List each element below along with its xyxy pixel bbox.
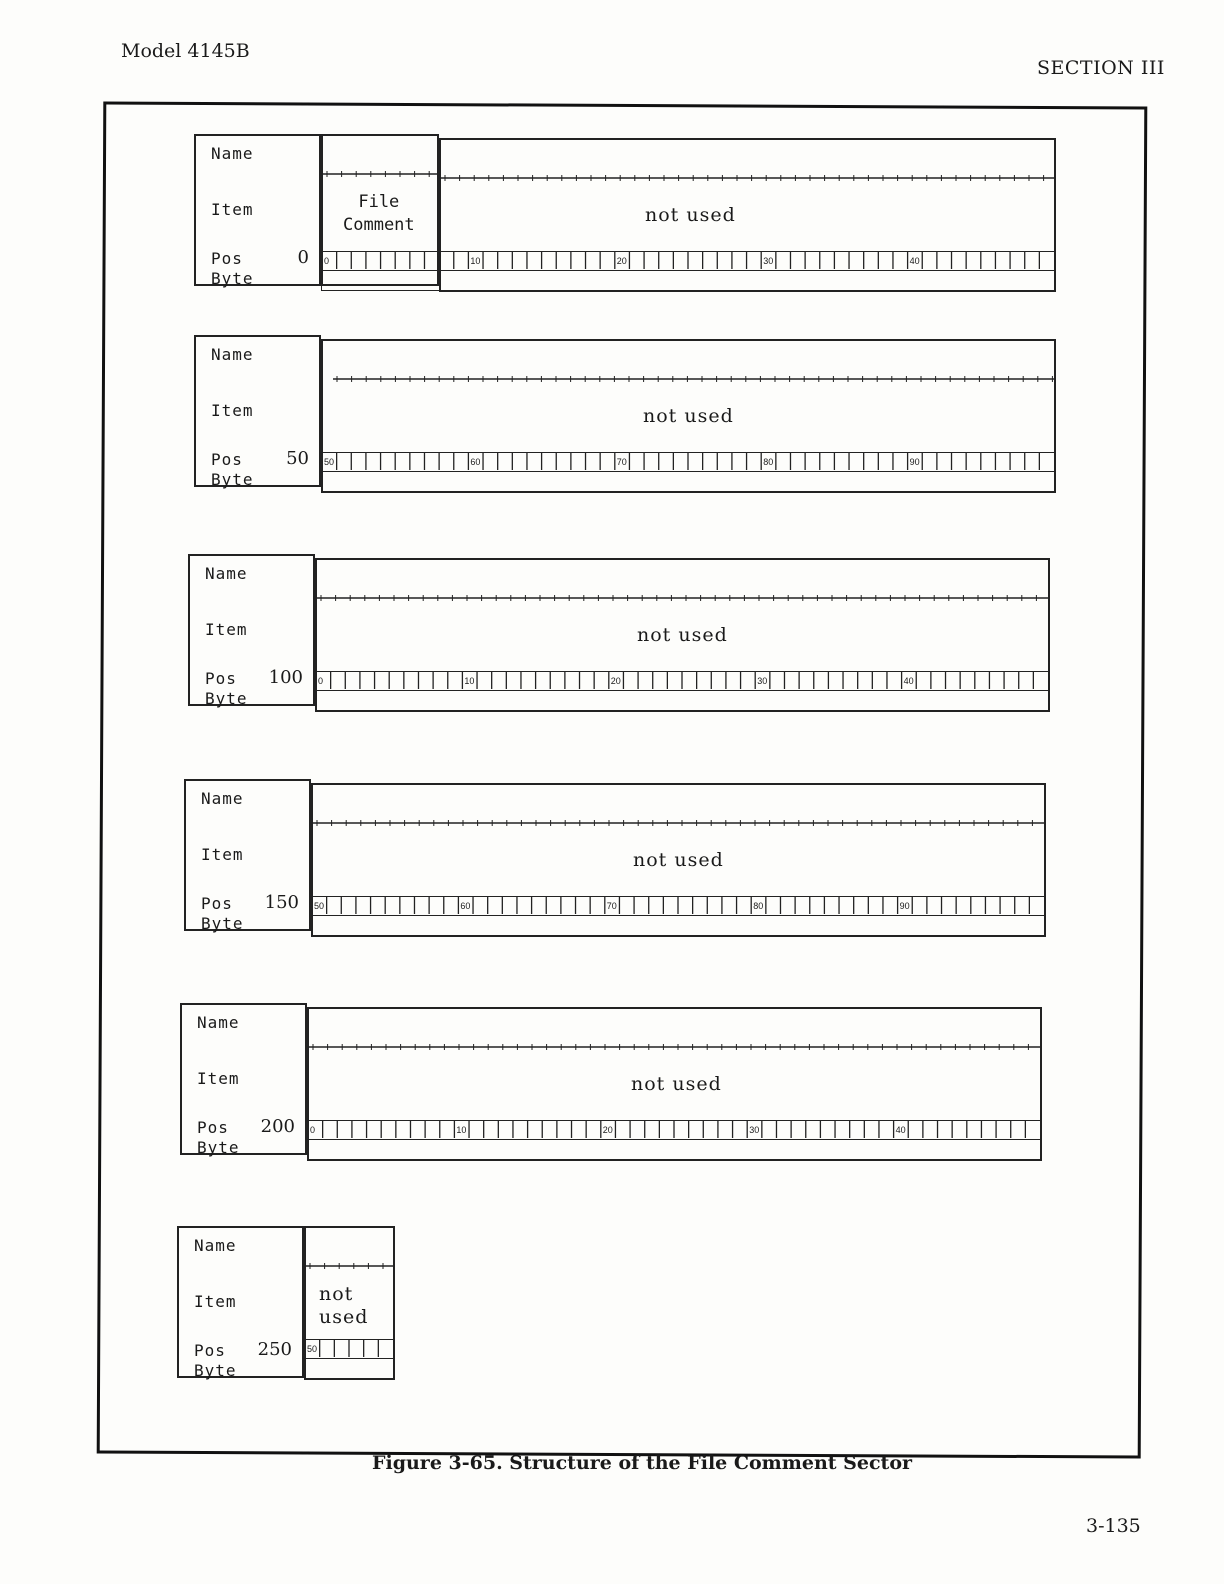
byte-index-label: 70: [616, 457, 627, 467]
byte-strip-footer: [304, 1359, 395, 1379]
byte-index-label: 90: [899, 901, 910, 911]
byte-index-label: 40: [903, 676, 914, 686]
byte-index-label: 0: [310, 1125, 316, 1135]
byte-strip-footer: [315, 691, 1050, 711]
item-label: Item: [211, 200, 254, 219]
byte-strip: [321, 251, 1056, 271]
file-comment-label: File Comment: [343, 192, 415, 235]
tick-ruler: [441, 173, 1054, 183]
byte-index-label: 20: [602, 1125, 613, 1135]
label-column: [194, 134, 321, 286]
byte-index-label: 90: [909, 457, 920, 467]
byte-label: Byte: [201, 914, 244, 933]
byte-index-label: 30: [757, 676, 768, 686]
byte-strip: [321, 452, 1056, 472]
item-label: Item: [201, 845, 244, 864]
byte-index-label: 30: [749, 1125, 760, 1135]
byte-index-label: 80: [763, 457, 774, 467]
pos-label: Pos: [211, 450, 243, 469]
name-label: Name: [194, 1236, 237, 1255]
byte-position: 250: [257, 1339, 292, 1360]
byte-index-label: 40: [895, 1125, 906, 1135]
pos-label: Pos: [201, 894, 233, 913]
byte-index-label: 50: [314, 901, 325, 911]
byte-strip-footer: [311, 916, 1046, 936]
byte-index-label: 0: [324, 256, 330, 266]
byte-index-label: 40: [909, 256, 920, 266]
byte-index-label: 10: [464, 676, 475, 686]
label-column: [194, 335, 321, 487]
byte-label: Byte: [194, 1361, 237, 1380]
model-header: Model 4145B: [121, 40, 250, 62]
pos-label: Pos: [205, 669, 237, 688]
byte-index-label: 50: [324, 457, 335, 467]
byte-position: 100: [268, 667, 303, 688]
sector-100: [188, 554, 1050, 720]
byte-label: Byte: [211, 470, 254, 489]
pos-label: Pos: [194, 1341, 226, 1360]
byte-position: 50: [286, 448, 309, 469]
tick-ruler: [317, 593, 1048, 603]
pos-label: Pos: [211, 249, 243, 268]
byte-index-label: 50: [307, 1344, 318, 1354]
byte-index-label: 10: [456, 1125, 467, 1135]
item-label: Item: [211, 401, 254, 420]
tick-ruler: [333, 374, 1054, 384]
tick-ruler: [309, 1042, 1040, 1052]
byte-position: 0: [297, 247, 309, 268]
name-label: Name: [205, 564, 248, 583]
name-label: Name: [201, 789, 244, 808]
byte-strip-footer: [321, 472, 1056, 492]
not-used-label: not used: [645, 204, 736, 226]
not-used-label: not used: [631, 1073, 722, 1095]
byte-index-label: 60: [470, 457, 481, 467]
byte-label: Byte: [197, 1138, 240, 1157]
byte-label: Byte: [205, 689, 248, 708]
byte-index-label: 0: [318, 676, 324, 686]
byte-index-label: 20: [616, 256, 627, 266]
byte-index-label: 80: [753, 901, 764, 911]
sector-200: [180, 1003, 1042, 1169]
not-used-label: not used: [633, 849, 724, 871]
section-header: SECTION III: [1037, 57, 1165, 79]
byte-index-label: 60: [460, 901, 471, 911]
name-label: Name: [211, 144, 254, 163]
byte-index-label: 20: [610, 676, 621, 686]
byte-position: 200: [260, 1116, 295, 1137]
byte-strip: [304, 1339, 395, 1359]
byte-strip: [315, 671, 1050, 691]
label-column: [177, 1226, 304, 1378]
pos-label: Pos: [197, 1118, 229, 1137]
byte-strip-footer: [321, 271, 1056, 291]
tick-ruler: [313, 818, 1044, 828]
byte-label: Byte: [211, 269, 254, 288]
label-column: [188, 554, 315, 706]
not-used-label: not used: [319, 1283, 369, 1328]
item-label: Item: [197, 1069, 240, 1088]
not-used-label: not used: [643, 405, 734, 427]
not-used-label: not used: [637, 624, 728, 646]
page-number: 3-135: [1086, 1515, 1141, 1537]
byte-position: 150: [264, 892, 299, 913]
byte-index-label: 30: [763, 256, 774, 266]
sector-0: [194, 134, 1056, 300]
item-label: Item: [205, 620, 248, 639]
name-label: Name: [211, 345, 254, 364]
byte-strip: [311, 896, 1046, 916]
sector-50: [194, 335, 1056, 501]
sector-250: [177, 1226, 397, 1392]
figure-caption: Figure 3-65. Structure of the File Comment Sector: [372, 1452, 913, 1474]
label-column: [180, 1003, 307, 1155]
tick-ruler: [323, 169, 437, 179]
item-label: Item: [194, 1292, 237, 1311]
byte-strip-footer: [307, 1140, 1042, 1160]
byte-index-label: 70: [606, 901, 617, 911]
byte-strip: [307, 1120, 1042, 1140]
tick-ruler: [306, 1261, 393, 1271]
byte-index-label: 10: [470, 256, 481, 266]
label-column: [184, 779, 311, 931]
name-label: Name: [197, 1013, 240, 1032]
sector-150: [184, 779, 1046, 945]
